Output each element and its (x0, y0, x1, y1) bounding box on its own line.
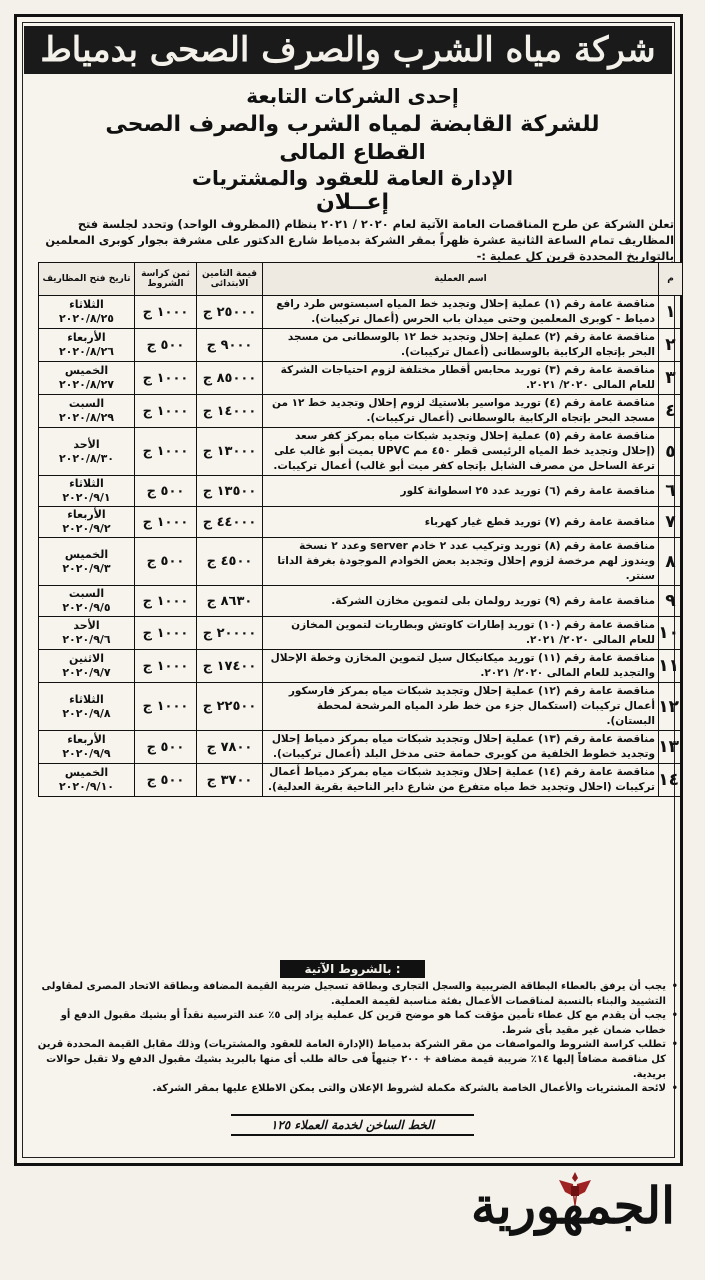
table-row (39, 731, 683, 764)
tender-insurance: ٤٤٠٠٠ ج (197, 507, 263, 538)
tender-open-day: الأربعاء (67, 331, 106, 344)
tender-name: مناقصة عامة رقم (٣) توريد محابس أقطار مختلفة لزوم احتياجات الشركة للعام المالى ٢٠٢٠/ ٢٠٢١. (263, 362, 659, 395)
tender-open-date (39, 586, 135, 617)
tender-book-price: ١٠٠٠ ج (135, 650, 197, 683)
tender-open-date-value: ٢٠٢٠/٩/٩ (62, 747, 111, 760)
tender-book-price: ١٠٠٠ ج (135, 296, 197, 329)
hotline-text: الخط الساخن لخدمة العملاء ١٢٥ (231, 1114, 474, 1136)
tender-number: ٥ (659, 428, 683, 476)
tender-insurance: ١٧٤٠٠ ج (197, 650, 263, 683)
tender-open-day: الثلاثاء (69, 477, 104, 490)
company-banner: شركة مياه الشرب والصرف الصحى بدمياط (24, 26, 672, 74)
tender-open-day: الثلاثاء (69, 298, 104, 311)
tender-book-price: ١٠٠٠ ج (135, 617, 197, 650)
tender-name: مناقصة عامة رقم (١٣) عملية إحلال وتجديد شبكات مياه بمركز دمياط إحلال وتجديد خطوط الخلفية من كوبرى حمامة حتى مدخل البلد (أعمال تركيبات). (263, 731, 659, 764)
tender-open-day: الاثنين (69, 652, 104, 665)
table-row (39, 617, 683, 650)
tender-book-price: ١٠٠٠ ج (135, 428, 197, 476)
tender-open-date (39, 395, 135, 428)
tender-name: مناقصة عامة رقم (٩) توريد رولمان بلى لتموين مخازن الشركة. (263, 586, 659, 617)
header-sector: القطاع المالى (279, 140, 426, 164)
col-header-open-date: تاريخ فتح المظاريف (39, 263, 135, 296)
tender-book-price: ٥٠٠ ج (135, 329, 197, 362)
table-row (39, 683, 683, 731)
tender-insurance: ٨٥٠٠٠ ج (197, 362, 263, 395)
table-row (39, 395, 683, 428)
tender-book-price: ١٠٠٠ ج (135, 683, 197, 731)
header-subsidiary: إحدى الشركات التابعة (246, 84, 459, 108)
tender-open-date (39, 362, 135, 395)
tender-number: ١٤ (659, 764, 683, 797)
intro-paragraph: تعلن الشركة عن طرح المناقصات العامة الآتية لعام ٢٠٢٠ / ٢٠٢١ بنظام (المظروف الواحد) وتحدد لجلسة فتح المظاريف تمام الساعة الثانية عشرة ظهراً بمقر الشركة بدمياط شارع الدكتور على مشرفة بجوار كوبرى المعلمين بالتواريخ المحددة قرين كل عملية :- (45, 217, 674, 263)
tender-open-day: الخميس (64, 766, 109, 779)
tender-book-price: ٥٠٠ ج (135, 538, 197, 586)
tender-name: مناقصة عامة رقم (١١) توريد ميكانيكال سيل لتموين المخازن وخطة الإحلال والتجديد للعام المالى ٢٠٢٠/ ٢٠٢١. (263, 650, 659, 683)
tender-open-date-value: ٢٠٢٠/٩/٧ (62, 666, 111, 679)
tender-insurance: ٢٥٠٠٠ ج (197, 296, 263, 329)
tender-book-price: ١٠٠٠ ج (135, 586, 197, 617)
tender-open-day: السبت (68, 587, 105, 600)
tender-book-price: ٥٠٠ ج (135, 476, 197, 507)
conditions-title: بالشروط الآتية : (280, 960, 424, 978)
tender-number: ٢ (659, 329, 683, 362)
condition-item: • يجب أن يرفق بالعطاء البطاقة الضريبية والسجل التجارى وبطاقة تسجيل ضريبة القيمة المضافة وبطاقة الاتحاد المصرى لمقاولى التشييد والبناء بالنسبة لمناقصات الأعمال بفئة مناسبة لقيمة العملية. (30, 980, 678, 1009)
tender-name: مناقصة عامة رقم (١٤) عملية إحلال وتجديد شبكات مياه بمركز دمياط أعمال تركيبات (احلال وتجديد خط مياه متفرع من شارع داير الناحية بقرية العدلية). (263, 764, 659, 797)
tender-open-day: الأربعاء (67, 733, 106, 746)
conditions-title-wrap (0, 958, 705, 978)
tender-book-price: ١٠٠٠ ج (135, 507, 197, 538)
tender-insurance: ٤٥٠٠ ج (197, 538, 263, 586)
tender-insurance: ١٣٠٠٠ ج (197, 428, 263, 476)
tender-open-date (39, 507, 135, 538)
tender-open-date (39, 329, 135, 362)
tender-book-price: ٥٠٠ ج (135, 731, 197, 764)
tender-open-date (39, 764, 135, 797)
tender-name: مناقصة عامة رقم (٦) توريد عدد ٢٥ اسطوانة كلور (263, 476, 659, 507)
tender-name: مناقصة عامة رقم (٥) عملية إحلال وتجديد شبكات مياه بمركز كفر سعد (إحلال وتجديد خط المياه الرئيسى قطر ٤٥٠ مم UPVC بميت أبو غالب على ترعة الساحل من مصرف الشابل بإتجاه كفر ميت أبو غالب) أعمال تركيبات. (263, 428, 659, 476)
tender-name: مناقصة عامة رقم (٨) توريد وتركيب عدد ٢ خادم server وعدد ٢ نسخة ويندوز لهم مرخصة لزوم إحلال وتجديد بعض الخوادم الموجودة بغرفة الداتا سنتر. (263, 538, 659, 586)
tender-name: مناقصة عامة رقم (١) عملية إحلال وتجديد خط المياه اسبستوس طرد رافع دمياط - كوبرى المعلمين وحتى ميدان باب الحرس (أعمال تركيبات). (263, 296, 659, 329)
tender-book-price: ٥٠٠ ج (135, 764, 197, 797)
hotline-wrap (0, 1114, 705, 1136)
table-row (39, 329, 683, 362)
tender-open-day: الخميس (64, 547, 109, 561)
tender-open-day: السبت (68, 397, 105, 410)
tender-open-date-value: ٢٠٢٠/٨/٢٦ (58, 345, 115, 358)
tender-open-date-value: ٢٠٢٠/٩/١٠ (58, 780, 115, 793)
tenders-table (38, 262, 683, 797)
tender-open-date (39, 296, 135, 329)
tender-book-price: ١٠٠٠ ج (135, 395, 197, 428)
col-header-book-price: ثمن كراسة الشروط (135, 263, 197, 296)
tender-open-date (39, 428, 135, 476)
condition-item: • لائحة المشتريات والأعمال الخاصة بالشركة مكملة لشروط الإعلان والتى يمكن الاطلاع عليها بمقر الشركة. (30, 1082, 678, 1097)
table-row (39, 650, 683, 683)
tender-open-date (39, 617, 135, 650)
table-row (39, 362, 683, 395)
tender-number: ١٢ (659, 683, 683, 731)
table-row (39, 428, 683, 476)
tender-number: ١ (659, 296, 683, 329)
table-row (39, 586, 683, 617)
tender-number: ٣ (659, 362, 683, 395)
tender-open-day: الخميس (64, 364, 109, 377)
tender-open-date-value: ٢٠٢٠/٩/٢ (62, 522, 111, 535)
tender-open-date (39, 683, 135, 731)
tender-insurance: ٣٧٠٠ ج (197, 764, 263, 797)
table-header-row (39, 263, 683, 296)
tender-name: مناقصة عامة رقم (١٢) عملية إحلال وتجديد شبكات مياه بمركز فارسكور أعمال تركيبات (استكمال جزء من خط طرد المياه المرشحة لمحطة البستان). (263, 683, 659, 731)
tender-number: ١٠ (659, 617, 683, 650)
tender-name: مناقصة عامة رقم (٤) توريد مواسير بلاستيك لزوم إحلال وتجديد خط ١٢ من مسجد البحر بإتجاه الركابية بالوسطانى (أعمال تركيبات). (263, 395, 659, 428)
table-row (39, 538, 683, 586)
tender-open-date-value: ٢٠٢٠/٩/٨ (62, 706, 111, 720)
conditions-list (30, 980, 678, 1097)
tender-insurance: ٩٠٠٠ ج (197, 329, 263, 362)
tender-number: ١١ (659, 650, 683, 683)
tender-insurance: ٢٠٠٠٠ ج (197, 617, 263, 650)
tender-number: ٨ (659, 538, 683, 586)
header-department: الإدارة العامة للعقود والمشتريات (191, 166, 514, 190)
tender-open-date-value: ٢٠٢٠/٨/٣٠ (58, 451, 115, 465)
newspaper-logo-text: الجمهورية (470, 1176, 676, 1235)
header-holding-company: للشركة القابضة لمياه الشرب والصرف الصحى (105, 112, 600, 137)
tender-insurance: ٨٦٣٠ ج (197, 586, 263, 617)
tender-open-date-value: ٢٠٢٠/٨/٢٥ (58, 312, 115, 325)
tender-insurance: ٢٢٥٠٠ ج (197, 683, 263, 731)
tender-open-date (39, 476, 135, 507)
tender-open-date (39, 538, 135, 586)
condition-item: • يجب أن يقدم مع كل عطاء تأمين مؤقت كما هو موضح قرين كل عملية يزاد إلى ٥٪ عند الترسية نقداً أو بشيك مقبول الدفع أو خطاب ضمان غير مقيد بأى شرط. (30, 1009, 678, 1038)
tender-open-date-value: ٢٠٢٠/٩/١ (62, 491, 111, 504)
tender-number: ٤ (659, 395, 683, 428)
table-row (39, 764, 683, 797)
tender-insurance: ١٤٠٠٠ ج (197, 395, 263, 428)
tender-open-date-value: ٢٠٢٠/٨/٢٩ (58, 411, 115, 424)
condition-item: • تطلب كراسة الشروط والمواصفات من مقر الشركة بدمياط (الإدارة العامة للعقود والمشتريات) وذلك مقابل القيمة المحددة قرين كل مناقصة مضافاً إليها ١٤٪ ضريبة قيمة مضافة + ٢٠٠ جنيهاً فى حالة طلب أى منها بالبريد بشيك مقبول الدفع ولا تقبل حوالات بريدية. (30, 1038, 678, 1082)
tender-number: ١٣ (659, 731, 683, 764)
newspaper-logo (463, 1170, 683, 1250)
tender-open-date (39, 650, 135, 683)
tender-number: ٦ (659, 476, 683, 507)
tender-number: ٩ (659, 586, 683, 617)
tender-name: مناقصة عامة رقم (٢) عملية إحلال وتجديد خط ١٢ بالوسطانى من مسجد البحر بإتجاه الركابية بالوسطانى (أعمال تركيبات). (263, 329, 659, 362)
tender-open-day: الأربعاء (67, 508, 106, 521)
tender-open-date-value: ٢٠٢٠/٨/٢٧ (58, 378, 115, 391)
col-header-name: اسم العملية (263, 263, 659, 296)
tender-open-day: الأحد (73, 437, 100, 451)
tender-open-date-value: ٢٠٢٠/٩/٦ (62, 633, 111, 646)
table-row (39, 296, 683, 329)
tender-name: مناقصة عامة رقم (١٠) توريد إطارات كاوتش وبطاريات لتموين المخازن للعام المالى ٢٠٢٠/ ٢٠٢١. (263, 617, 659, 650)
tender-open-day: الأحد (73, 619, 100, 632)
tender-book-price: ١٠٠٠ ج (135, 362, 197, 395)
col-header-num: م (659, 263, 683, 296)
tender-name: مناقصة عامة رقم (٧) توريد قطع غيار كهرباء (263, 507, 659, 538)
announcement-title: إعــلان (315, 190, 390, 215)
tender-insurance: ٧٨٠٠ ج (197, 731, 263, 764)
tender-open-day: الثلاثاء (69, 692, 104, 706)
tender-number: ٧ (659, 507, 683, 538)
table-row (39, 507, 683, 538)
tender-open-date-value: ٢٠٢٠/٩/٥ (62, 601, 111, 614)
tender-open-date (39, 731, 135, 764)
col-header-insurance: قيمة التامين الابتدائى (197, 263, 263, 296)
table-row (39, 476, 683, 507)
tender-open-date-value: ٢٠٢٠/٩/٣ (62, 561, 111, 575)
tender-insurance: ١٣٥٠٠ ج (197, 476, 263, 507)
